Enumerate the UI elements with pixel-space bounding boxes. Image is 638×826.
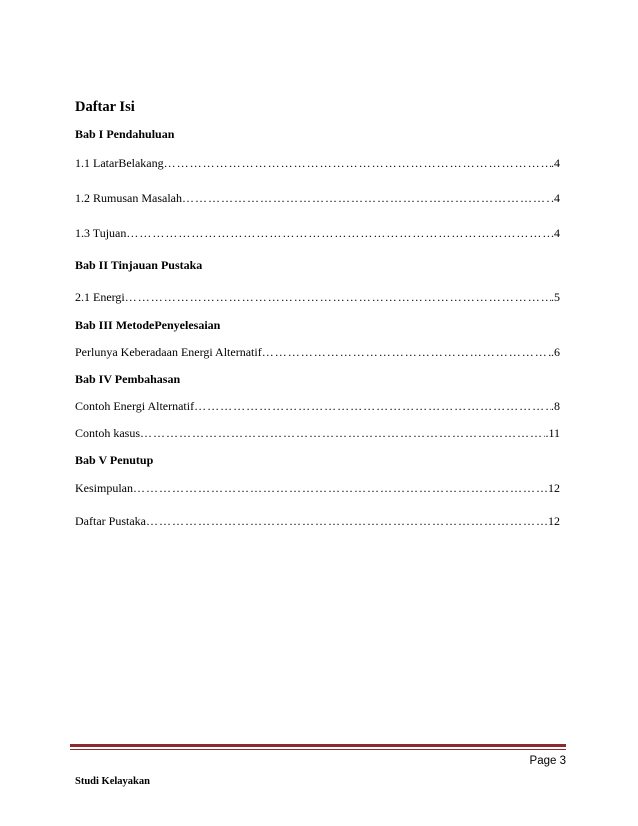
toc-entry-label: Kesimpulan <box>75 481 133 495</box>
toc-entry-rumusan-masalah <box>75 190 560 206</box>
toc-entry-label: Daftar Pustaka <box>75 514 146 528</box>
dot-leader <box>262 344 551 360</box>
toc-entry-page: .6 <box>551 345 560 359</box>
page-number: Page 3 <box>529 755 566 767</box>
toc-heading-bab-5: Bab V Penutup <box>75 453 154 467</box>
toc-entry-label: 1.3 Tujuan <box>75 226 127 240</box>
toc-entry-daftar-pustaka <box>75 513 560 529</box>
toc-entry-page: 12 <box>548 514 560 528</box>
toc-entry-page: .5 <box>551 290 560 304</box>
toc-entry-kesimpulan <box>75 480 560 496</box>
toc-entry-energi <box>75 289 560 305</box>
toc-entry-contoh-kasus <box>75 425 560 441</box>
toc-heading-bab-2: Bab II Tinjauan Pustaka <box>75 258 203 272</box>
toc-entry-page: 12 <box>548 481 560 495</box>
dot-leader <box>133 480 548 496</box>
toc-entry-label: 2.1 Energi <box>75 290 125 304</box>
dot-leader <box>125 289 551 305</box>
page-title: Daftar Isi <box>75 99 135 115</box>
footer-rule <box>70 744 566 747</box>
dot-leader <box>126 225 551 241</box>
dot-leader <box>182 190 551 206</box>
toc-entry-label: 1.1 LatarBelakang <box>75 156 164 170</box>
toc-heading-bab-4: Bab IV Pembahasan <box>75 372 181 386</box>
toc-entry-label: 1.2 Rumusan Masalah <box>75 191 182 205</box>
toc-entry-page: .4 <box>551 226 560 240</box>
footer-document-name: Studi Kelayakan <box>75 776 150 787</box>
toc-entry-label: Perlunya Keberadaan Energi Alternatif <box>75 345 262 359</box>
dot-leader <box>140 425 545 441</box>
toc-entry-tujuan <box>75 225 560 241</box>
toc-entry-perlunya-energi <box>75 344 560 360</box>
toc-entry-label: Contoh Energi Alternatif <box>75 399 195 413</box>
dot-leader <box>194 398 551 414</box>
toc-entry-page: .4 <box>551 156 560 170</box>
toc-heading-bab-3: Bab III MetodePenyelesaian <box>75 318 221 332</box>
toc-entry-contoh-energi <box>75 398 560 414</box>
toc-entry-page: .11 <box>545 426 560 440</box>
toc-entry-latar-belakang <box>75 155 560 171</box>
toc-entry-page: .4 <box>551 191 560 205</box>
dot-leader <box>164 155 551 171</box>
footer-rule-thin <box>70 749 566 750</box>
dot-leader <box>146 513 548 529</box>
toc-entry-label: Contoh kasus <box>75 426 141 440</box>
toc-entry-page: .8 <box>551 399 560 413</box>
toc-heading-bab-1: Bab I Pendahuluan <box>75 127 175 141</box>
